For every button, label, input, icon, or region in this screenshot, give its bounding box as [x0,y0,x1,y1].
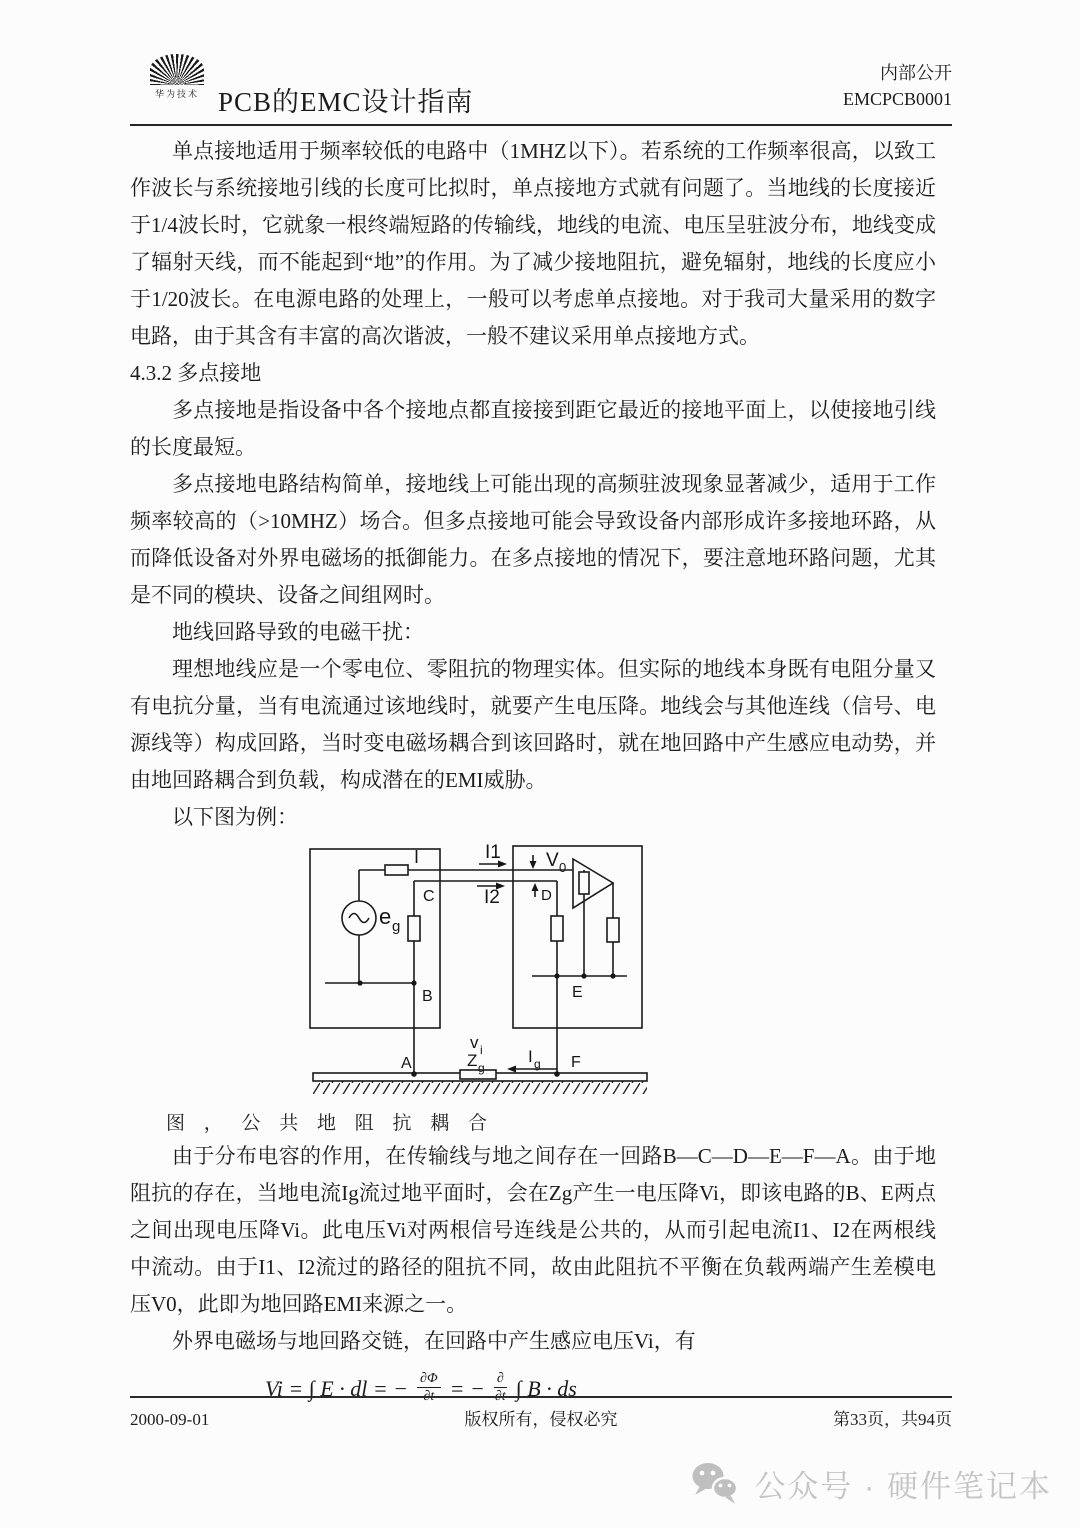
load-shunt-resistor [551,916,563,941]
document-body [130,133,936,1414]
label-zg-sub: g [478,1061,485,1075]
page-header [130,52,952,124]
wechat-watermark [691,1461,1052,1506]
label-i: I [414,847,420,867]
source-shunt-resistor [408,916,420,941]
formula-frac2-numerator: ∂ [494,1371,507,1388]
wechat-icon [691,1462,741,1506]
figure-common-ground-impedance [130,836,936,1138]
footer-copyright: 版权所有，侵权必究 [464,1410,618,1429]
paragraph-ideal-ground: 理想地线应是一个零电位、零阻抗的物理实体。但实际的地线本身既有电阻分量又有电抗分量，当有电流通过该地线时，就要产生电压降。地线会与其他连线（信号、电源线等）构成回路，当时变电磁场耦合到该回路时，就在地回路中产生感应电动势，并由地回路耦合到负载，构成潜在的EMI威胁。 [130,657,936,792]
document-title: PCB的EMC设计指南 [218,87,474,117]
paragraph-example-intro: 以下图为例： [172,805,298,829]
label-i2: I2 [484,887,500,908]
label-vi: v [470,1033,479,1052]
label-c: C [423,888,435,905]
label-v0: V [546,850,559,871]
sine-icon [349,914,369,923]
footer-page-number: 第33页，共94页 [833,1410,952,1429]
label-f: F [571,1054,581,1071]
formula-part2: = − [449,1375,485,1401]
circuit-diagram [300,836,660,1106]
page-footer [130,1396,952,1430]
v0-down-arrow-icon [530,861,537,869]
label-ig-sub: g [534,1057,541,1071]
header-divider [130,124,952,126]
section-heading-432: 4.3.2 多点接地 [130,361,262,385]
label-eg-sub: g [392,918,401,935]
logo-caption: 华为技术 [154,89,199,99]
classification-label: 内部公开 [880,63,952,83]
label-e: E [572,984,583,1001]
label-vi-sub: i [480,1043,483,1057]
label-d: D [541,887,552,904]
paragraph-multi-point-def: 多点接地是指设备中各个接地点都直接接到距它最近的接地平面上，以使接地引线的长度最短。 [130,398,936,459]
output-resistor [607,918,619,942]
formula-frac2-denominator: ∂t [494,1388,506,1404]
paragraph-single-point-grounding: 单点接地适用于频率较低的电路中（1MHZ以下）。若系统的工作频率很高，以致工作波长与系统接地引线的长度可比拟时，单点接地方式就有问题了。当地线的长度接近于1/4波长时，它就象一根终端短路的传输线，地线的电流、电压呈驻波分布，地线变成了辐射天线，而不能起到“地”的作用。为了减少接地阻抗，避免辐射，地线的长度应小于1/20波长。在电源电路的处理上，一般可以考虑单点接地。对于我司大量采用的数字电路，由于其含有丰富的高次谐波，一般不建议采用单点接地方式。 [130,139,936,348]
ground-hatching [313,1081,647,1094]
paragraph-multi-point-detail: 多点接地电路结构简单，接地线上可能出现的高频驻波现象显著减少，适用于工作频率较高的（>10MHZ）场合。但多点接地可能会导致设备内部形成许多接地环路，从而降低设备对外界电磁场的抵御能力。在多点接地的情况下，要注意地环路问题，尤其是不同的模块、设备之间组网时。 [130,472,936,607]
paragraph-loop-analysis: 由于分布电容的作用，在传输线与地之间存在一回路B—C—D—E—F—A。由于地阻抗的存在，当地电流Ig流过地平面时，会在Zg产生一电压降Vi，即该电路的B、E两点之间出现电压降Vi。此电压Vi对两根信号连线是公共的，从而引起电流I1、I2在两根线中流动。由于I1、I2流过的路径的阻抗不同，故由此阻抗不平衡在负载两端产生差模电压V0，此即为地回路EMI来源之一。 [130,1144,936,1316]
input-resistor [579,872,589,894]
watermark-text: 公众号 · 硬件笔记本 [754,1469,1052,1504]
company-logo [148,54,206,100]
formula-frac1-denominator: ∂t [423,1388,435,1404]
label-v0-sub: 0 [559,860,567,875]
footer-date: 2000-09-01 [130,1410,210,1429]
label-a: A [401,1055,412,1072]
v0-up-arrow-icon [532,883,539,891]
label-i1: I1 [485,842,501,863]
label-zg: Z [467,1051,478,1070]
paragraph-induced-voltage-intro: 外界电磁场与地回路交链，在回路中产生感应电压Vi，有 [172,1329,696,1353]
huawei-fan-logo-icon [150,54,204,85]
paragraph-ground-loop-emi-title: 地线回路导致的电磁干扰： [172,620,424,644]
formula-frac1-numerator: ∂Φ [417,1371,441,1388]
label-b: B [422,988,433,1005]
formula-part3: ∫ B · ds [515,1375,577,1401]
series-resistor [385,865,408,875]
ig-arrow-icon [507,1066,516,1073]
figure-caption: 图 ， 公 共 地 阻 抗 耦 合 [166,1113,495,1134]
label-eg: e [379,904,392,929]
formula-part1: Vi = ∫ E · dl = − [265,1375,409,1401]
label-ig: I [528,1047,533,1066]
header-right-block [843,60,952,112]
doc-number: EMCPCB0001 [842,89,952,109]
